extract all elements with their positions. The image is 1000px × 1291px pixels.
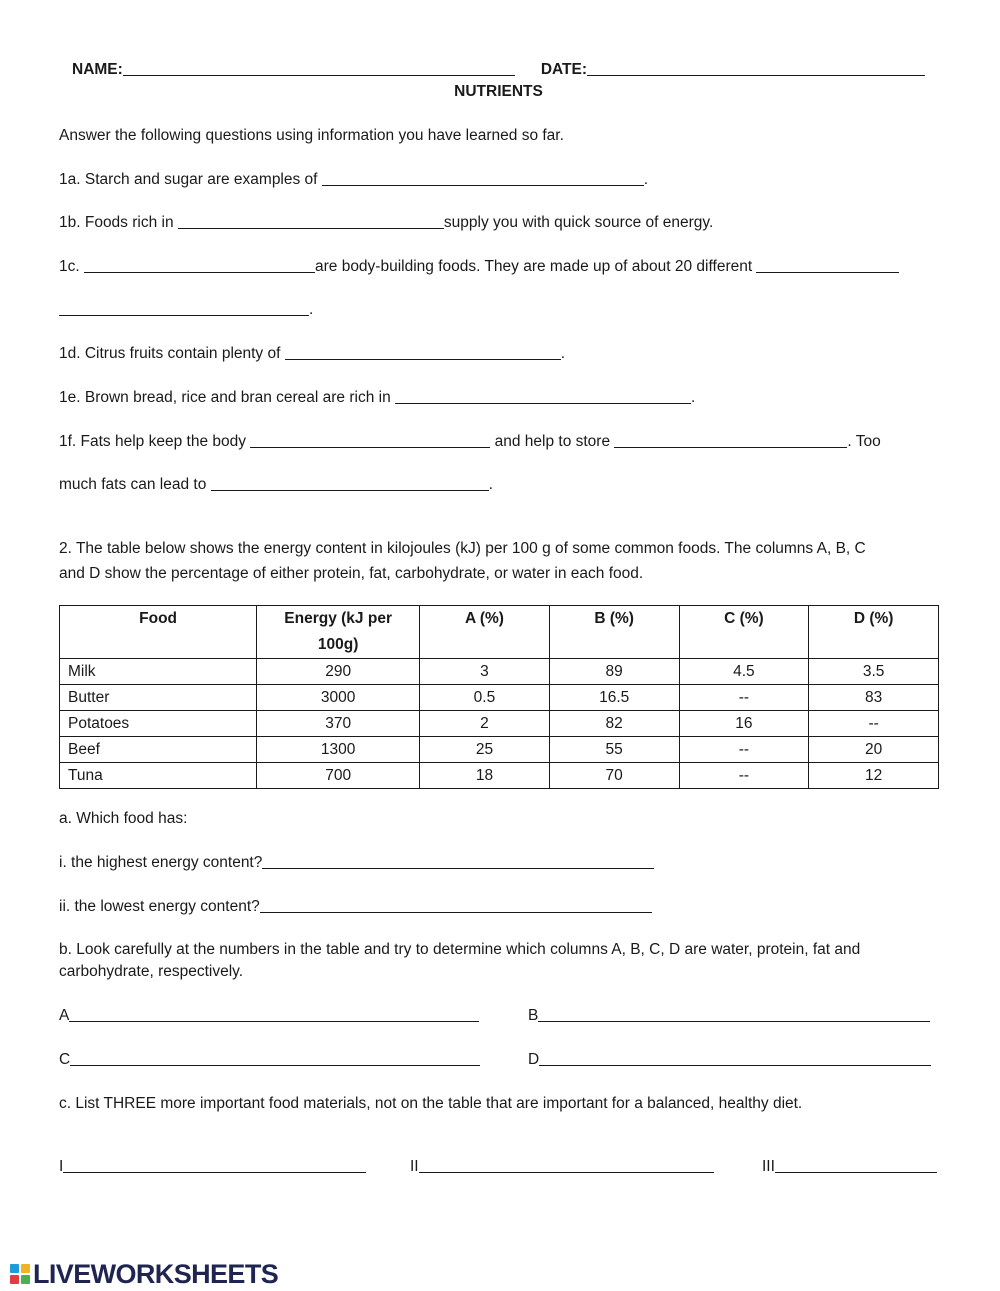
q1c-mid: are body-building foods. They are made up of about 20 different xyxy=(314,258,757,275)
table-cell: Beef xyxy=(60,737,257,763)
logo-square xyxy=(10,1264,19,1273)
label-ii: II xyxy=(410,1158,419,1175)
label-d: D xyxy=(528,1051,540,1068)
question-1e xyxy=(59,388,695,408)
table-cell: 18 xyxy=(420,763,550,789)
q1b-blank[interactable] xyxy=(178,213,444,229)
part-a-i-blank[interactable] xyxy=(262,853,654,869)
table-cell: 1300 xyxy=(257,737,420,763)
part-a-ii xyxy=(59,897,652,917)
logo-text: LIVEWORKSHEETS xyxy=(33,1258,279,1289)
q1c-input-3[interactable] xyxy=(59,303,309,318)
q1f-blank-2[interactable] xyxy=(614,432,847,448)
table-cell: 3.5 xyxy=(809,659,939,685)
nutrient-table xyxy=(59,605,939,789)
answer-ii-input[interactable] xyxy=(419,1160,714,1175)
answer-iii-blank[interactable] xyxy=(775,1157,937,1173)
table-cell: 3000 xyxy=(257,685,420,711)
q1b-text: 1b. Foods rich in xyxy=(59,214,178,231)
part-c-prompt: c. List THREE more important food materials, not on the table that are important for a balanced, healthy diet. xyxy=(59,1095,803,1112)
q1e-end: . xyxy=(691,389,696,406)
part-a-ii-blank[interactable] xyxy=(260,897,652,913)
q1c-end: . xyxy=(309,301,314,318)
label-i: I xyxy=(59,1158,64,1175)
label-a: A xyxy=(59,1007,70,1024)
answer-b-blank[interactable] xyxy=(538,1006,930,1022)
logo-square xyxy=(10,1275,19,1284)
date-label: DATE: xyxy=(540,61,588,78)
header-d: D (%) xyxy=(809,606,939,659)
header-energy: Energy (kJ per 100g) xyxy=(257,606,420,659)
q1a-input[interactable] xyxy=(322,173,644,188)
table-cell: 16.5 xyxy=(549,685,679,711)
q1f-mid: and help to store xyxy=(490,433,615,450)
answer-a-blank[interactable] xyxy=(69,1006,479,1022)
q1f-input-1[interactable] xyxy=(250,435,490,450)
q1c-input-2[interactable] xyxy=(756,260,899,275)
q1a-end: . xyxy=(643,171,649,188)
q1c-text: 1c. xyxy=(59,258,84,275)
q1d-input[interactable] xyxy=(285,347,561,362)
q1d-blank[interactable] xyxy=(285,344,561,360)
part-c-answer-3 xyxy=(762,1157,937,1177)
question-1d xyxy=(59,344,565,364)
date-blank[interactable] xyxy=(587,60,925,76)
label-c: C xyxy=(59,1051,71,1068)
header-line xyxy=(72,60,925,80)
table-cell: 700 xyxy=(257,763,420,789)
table-row xyxy=(60,685,939,711)
answer-i-input[interactable] xyxy=(63,1160,366,1175)
table-cell: 89 xyxy=(549,659,679,685)
question-1c xyxy=(59,257,899,277)
q1a-blank[interactable] xyxy=(322,170,644,186)
part-b-answer-c xyxy=(59,1050,480,1070)
answer-d-blank[interactable] xyxy=(539,1050,931,1066)
table-cell: 370 xyxy=(257,711,420,737)
logo-square xyxy=(21,1264,30,1273)
table-row xyxy=(60,659,939,685)
label-iii: III xyxy=(762,1158,775,1175)
answer-b-input[interactable] xyxy=(538,1009,930,1024)
q1d-end: . xyxy=(560,345,566,362)
q1f-input-3[interactable] xyxy=(211,478,489,493)
q1f-text: 1f. Fats help keep the body xyxy=(59,433,251,450)
date-input[interactable] xyxy=(587,63,925,78)
question-1a xyxy=(59,170,648,190)
q1f2-text: much fats can lead to xyxy=(59,476,211,493)
q1f2-end: . xyxy=(488,476,493,493)
header-a: A (%) xyxy=(420,606,550,659)
table-row xyxy=(60,763,939,789)
question-2-line2: and D show the percentage of either protein, fat, carbohydrate, or water in each food. xyxy=(59,565,644,582)
part-a-ii-input[interactable] xyxy=(260,900,652,915)
table-cell: -- xyxy=(679,685,809,711)
part-a-prompt: a. Which food has: xyxy=(59,810,188,827)
q1f-input-2[interactable] xyxy=(614,435,847,450)
header-food: Food xyxy=(60,606,257,659)
answer-iii-input[interactable] xyxy=(775,1160,937,1175)
table-cell: Milk xyxy=(60,659,257,685)
table-cell: Tuna xyxy=(60,763,257,789)
part-c-answer-1 xyxy=(59,1157,366,1177)
table-cell: 0.5 xyxy=(420,685,550,711)
q1e-input[interactable] xyxy=(395,391,691,406)
page-title: NUTRIENTS xyxy=(454,83,543,100)
label-b: B xyxy=(528,1007,539,1024)
q1f-blank-3[interactable] xyxy=(211,475,489,491)
table-cell: 4.5 xyxy=(679,659,809,685)
q1c-blank-1[interactable] xyxy=(84,257,315,273)
table-cell: 82 xyxy=(549,711,679,737)
part-b-answer-b xyxy=(528,1006,930,1026)
table-cell: 20 xyxy=(809,737,939,763)
q1b-end: supply you with quick source of energy. xyxy=(443,214,714,231)
part-b-answer-d xyxy=(528,1050,931,1070)
table-cell: 70 xyxy=(549,763,679,789)
header-c: C (%) xyxy=(679,606,809,659)
question-1f xyxy=(59,432,881,452)
intro-text: Answer the following questions using information you have learned so far. xyxy=(59,127,564,144)
table-cell: -- xyxy=(679,737,809,763)
table-cell: 3 xyxy=(420,659,550,685)
answer-i-blank[interactable] xyxy=(63,1157,366,1173)
logo-grid-icon xyxy=(10,1264,30,1284)
table-cell: Butter xyxy=(60,685,257,711)
q1b-input[interactable] xyxy=(178,216,444,231)
table-cell: 55 xyxy=(549,737,679,763)
table-cell: 2 xyxy=(420,711,550,737)
answer-c-input[interactable] xyxy=(70,1053,480,1068)
answer-d-input[interactable] xyxy=(539,1053,931,1068)
answer-c-blank[interactable] xyxy=(70,1050,480,1066)
name-label: NAME: xyxy=(72,61,123,78)
liveworksheets-logo xyxy=(10,1258,279,1289)
q1e-text: 1e. Brown bread, rice and bran cereal are rich in xyxy=(59,389,396,406)
header-b: B (%) xyxy=(549,606,679,659)
question-1b xyxy=(59,213,713,233)
q1f-end: . Too xyxy=(847,433,881,450)
part-a-i-text: i. the highest energy content? xyxy=(59,854,263,871)
q1d-text: 1d. Citrus fruits contain plenty of xyxy=(59,345,285,362)
q1c-blank-2[interactable] xyxy=(756,257,899,273)
part-b-answer-a xyxy=(59,1006,479,1026)
table-cell: 16 xyxy=(679,711,809,737)
question-2-line1: 2. The table below shows the energy content in kilojoules (kJ) per 100 g of some common foods. The columns A, B, C xyxy=(59,540,866,557)
name-blank[interactable] xyxy=(123,60,515,76)
part-b-line1: b. Look carefully at the numbers in the table and try to determine which columns A, B, C, D are water, protein, fat and xyxy=(59,941,861,958)
q1a-text: 1a. Starch and sugar are examples of xyxy=(59,171,322,188)
table-row xyxy=(60,711,939,737)
table-cell: 25 xyxy=(420,737,550,763)
part-a-i-input[interactable] xyxy=(262,856,654,871)
part-b-line2: carbohydrate, respectively. xyxy=(59,963,244,980)
answer-a-input[interactable] xyxy=(69,1009,479,1024)
part-a-ii-text: ii. the lowest energy content? xyxy=(59,898,260,915)
q1f-blank-1[interactable] xyxy=(250,432,490,448)
question-1c-cont xyxy=(59,300,313,320)
table-cell: -- xyxy=(679,763,809,789)
q1c-blank-3[interactable] xyxy=(59,300,309,316)
q1e-blank[interactable] xyxy=(395,388,691,404)
table-cell: 83 xyxy=(809,685,939,711)
part-a-i xyxy=(59,853,654,873)
table-header-row xyxy=(60,606,939,659)
table-cell: 12 xyxy=(809,763,939,789)
table-row xyxy=(60,737,939,763)
logo-square xyxy=(21,1275,30,1284)
table-cell: -- xyxy=(809,711,939,737)
question-1f-cont xyxy=(59,475,493,495)
q1c-input-1[interactable] xyxy=(84,260,315,275)
part-c-answer-2 xyxy=(410,1157,714,1177)
table-cell: 290 xyxy=(257,659,420,685)
name-input[interactable] xyxy=(123,63,515,78)
table-cell: Potatoes xyxy=(60,711,257,737)
answer-ii-blank[interactable] xyxy=(419,1157,714,1173)
